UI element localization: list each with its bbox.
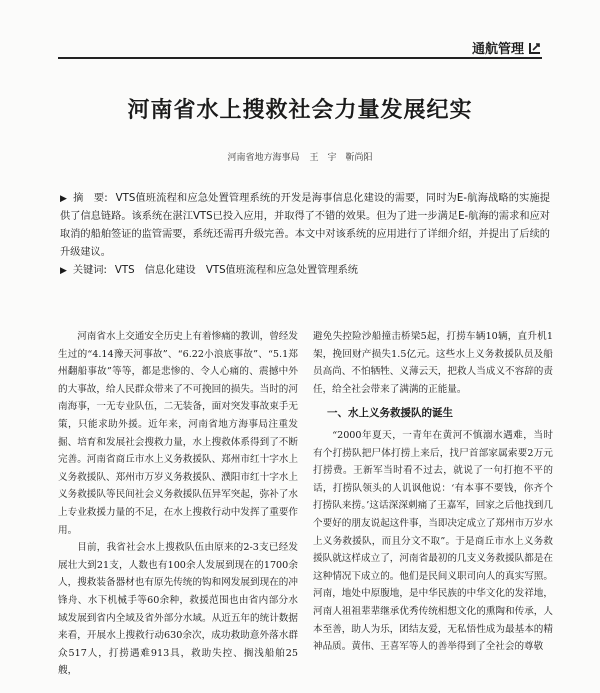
paragraph: 避免失控险沙船撞击桥梁5起，打捞车辆10辆，直升机1架，挽回财产损失1.5亿元。这些水上义务救援队员及船员高尚、不怕牺牲、义薄云天，把救人当成义不容辞的责任，给全社会带来了满满的正能量。	[313, 331, 553, 395]
affiliation: 河南省地方海事局	[227, 153, 300, 163]
keywords-label: 关键词:	[72, 265, 107, 276]
triangle-bullet-icon: ▶	[60, 194, 68, 204]
section-heading: 一、水上义务救援队的诞生	[327, 407, 453, 420]
abstract	[60, 190, 550, 262]
triangle-bullet-icon: ▶	[60, 266, 67, 276]
author-names: 王 宇 靳尚阳	[309, 153, 373, 163]
abstract-text: VTS值班流程和应急处置管理系统的开发是海事信息化建设的需要，同时为E-航海战略的实施提供了信息链路。该系统在湛江VTS已投入应用，并取得了不错的效果。但为了进一步满足E-航海的需求和应对取消的船舶签证的监管需要，系统还需再升级完善。本文中对该系统的应用进行了详细介绍，并提出了后续的升级建议。	[60, 193, 550, 258]
section-label: 通航管理	[471, 42, 524, 57]
body-column-right	[313, 328, 553, 656]
paragraph: 目前，我省社会水上搜救队伍由原来的2-3支已经发展壮大到21支，人数也有100余人发展到现在的1700余人，搜救装备器材也有原先传统的钩和网发展到现在的冲锋舟、水下机械手等60余种，救援范围也由省内部分水域发展到省内全域及省外部分水域。从近五年的统计数据来看，开展水上搜救行动630余次，成功救助意外落水群众517人，打捞遇难913具，救助失控、搁浅船舶25艘，	[58, 542, 298, 677]
byline	[0, 150, 600, 163]
keywords-text: VTS 信息化建设 VTS值班流程和应急处置管理系统	[114, 265, 358, 276]
body-column-left	[58, 328, 298, 680]
page-header	[472, 38, 542, 57]
header-rule	[58, 57, 542, 59]
article-title: 河南省水上搜救社会力量发展纪实	[127, 98, 473, 123]
abstract-label: 摘 要:	[73, 193, 108, 204]
paragraph: 河南省水上交通安全历史上有着惨痛的教训，曾经发生过的“4.14豫天河事故”、“6.22小浪底事故”、“5.1郑州翻船事故”等等，都是悲惨的、令人心痛的、震撼中外的大事故，给人民群众带来了不可挽回的损失。当时的河南海事，一无专业队伍，二无装备，面对突发事故束手无策，只能求助外援。近年来，河南省地方海事局注重发掘、培育和发展社会搜救力量，水上搜救体系得到了不断完善。河南省商丘市水上义务救援队、郑州市红十字水上义务救援队、郑州市万岁义务救援队、濮阳市红十字水上义务救援队等民间社会义务救援队伍异军突起，弥补了水上专业救援力量的不足，在水上搜救行动中发挥了重要作用。	[58, 331, 298, 536]
keywords	[60, 262, 550, 280]
paragraph: “2000年夏天，一青年在黄河不慎溺水遇难，当时有个打捞队把尸体打捞上来后，找尸首部家属索要2万元打捞费。王新军当时看不过去，就说了一句打抱不平的话，打捞队领头的人讥讽他说：‘有本事不要钱，你齐个打捞队来捞。’这话深深刺痛了王嘉军，回家之后他找到几个要好的朋友说起这件事，当即决定成立了郑州市万岁水上义务救援队，而且分文不取”。于是商丘市水上义务救援队就这样成立了，河南省最初的几支义务救援队都是在这种情况下成立的。他们是民间义职司向人的真实写照。河南，地处中原腹地，是中华民族的中华文化的发祥地，河南人祖祖辈辈继承优秀传统相想文化的熏陶和传承，人本至善，助人为乐，团结友爱，无私悟性成为最基本的精神品质。黄伟、王喜军等人的善举得到了全社会的尊敬	[313, 429, 553, 653]
corner-mark-icon	[528, 41, 542, 55]
